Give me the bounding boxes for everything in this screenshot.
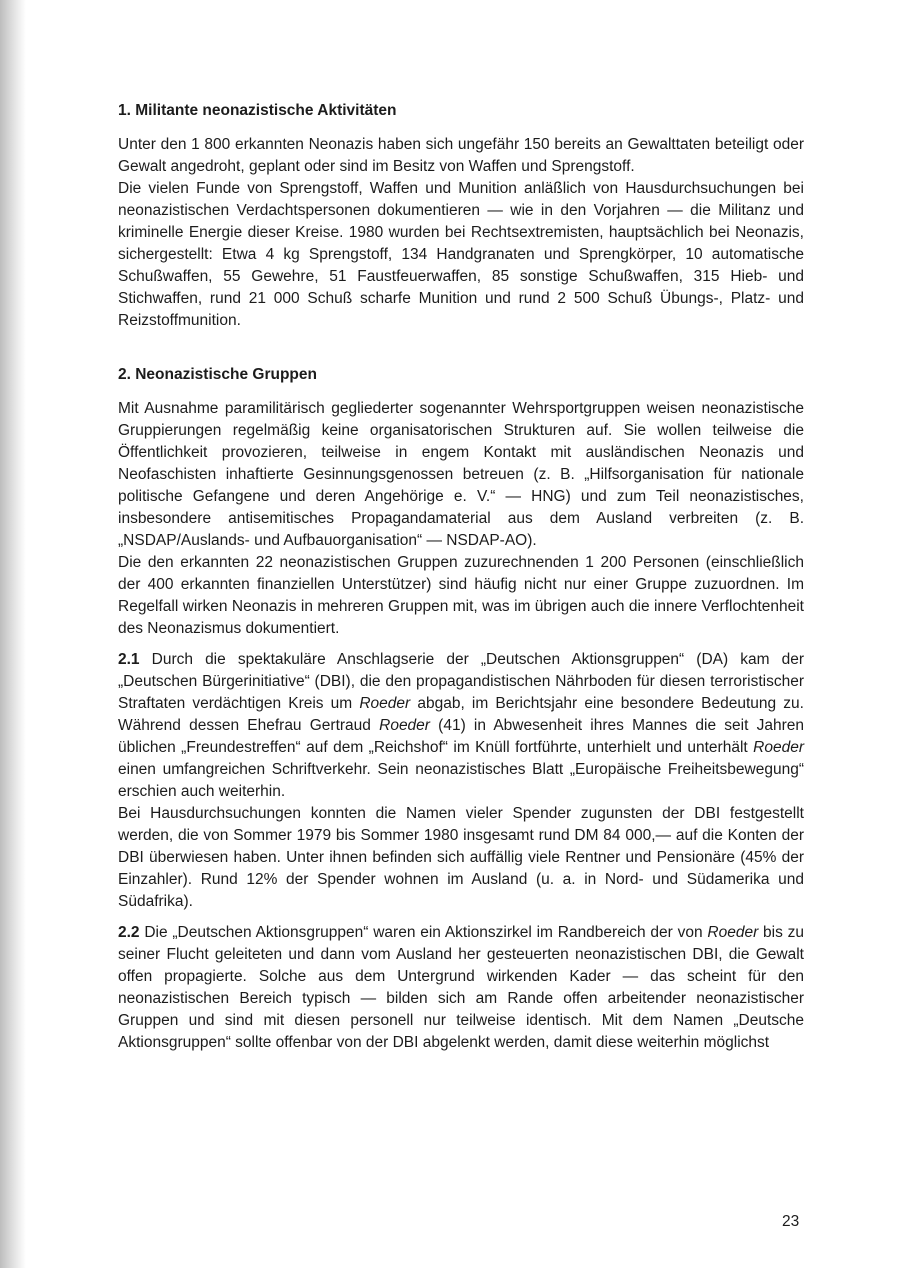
- section-2-1-text-part: einen umfangreichen Schriftverkehr. Sein neonazistisches Blatt „Europäische Freiheitsbewegung“ erschien auch weiterhin.: [118, 761, 804, 800]
- person-name-roeder: Roeder: [359, 695, 411, 712]
- section-2-2-text-part: bis zu seiner Flucht geleiteten und dann vom Ausland her gesteuerten neonazistischen DBI, die Gewalt offen propagierte. Solche aus dem Untergrund wirkenden Kader — das scheint für den neonazistischen Bereich typisch — bilden sich am Rande offen arbeitender neonazistischer Gruppen und sind mit diesen personell nur teilweise identisch. Mit dem Namen „Deutsche Aktionsgruppen“ sollte offenbar von der DBI abgelenkt werden, damit diese weiterhin möglichst: [118, 924, 804, 1051]
- person-name-roeder: Roeder: [707, 924, 759, 941]
- section-1-heading: 1. Militante neonazistische Aktivitäten: [118, 102, 397, 119]
- section-2-paragraph-1: Mit Ausnahme paramilitärisch gegliederter sogenannter Wehrsportgruppen weisen neonazistische Gruppierungen regelmäßig keine organisatorischen Strukturen auf. Sie wollen teilweise die Öffentlichkeit provozieren, teilweise in engem Kontakt mit ausländischen Neonazis und Neofaschisten inhaftierte Gesinnungsgenossen betreuen (z. B. „Hilfsorganisation für nationale politische Gefangene und deren Angehörige e. V.“ — HNG) und zum Teil neonazistisches, insbesondere antisemitisches Propagandamaterial aus dem Ausland verbreiten (z. B. „NSDAP/Auslands- und Aufbauorganisation“ — NSDAP-AO).: [118, 400, 804, 549]
- section-2-2-text-part: Die „Deutschen Aktionsgruppen“ waren ein Aktionszirkel im Randbereich der von: [139, 924, 708, 941]
- section-2-2-paragraph-1: [118, 922, 804, 1054]
- section-2-paragraph-2: Die den erkannten 22 neonazistischen Gruppen zuzurechnenden 1 200 Personen (einschließlich der 400 erkannten finanziellen Unterstützer) sind häufig nicht nur einer Gruppe zuzuordnen. Im Regelfall wirken Neonazis in mehreren Gruppen mit, was im übrigen auch die innere Verflochtenheit des Neonazismus dokumentiert.: [118, 554, 804, 637]
- section-2-heading: 2. Neonazistische Gruppen: [118, 366, 317, 383]
- page-number: 23: [782, 1213, 800, 1230]
- scan-edge-shadow: [0, 0, 26, 1268]
- document-page: [118, 100, 804, 1054]
- section-2-1-text-part: (41) in Abwesenheit ihres Mannes die seit Jahren üblichen „Freundestreffen“ auf dem „Reichshof“ im Knüll fortführte, unterhielt und unterhält: [118, 717, 804, 756]
- section-2-1-text-part: abgab, im Berichtsjahr eine besondere Bedeutung zu. Während dessen Ehefrau Gertraud: [118, 695, 804, 734]
- person-name-roeder: Roeder: [753, 739, 804, 756]
- person-name-roeder: Roeder: [379, 717, 430, 734]
- section-1-paragraph-1: Unter den 1 800 erkannten Neonazis haben sich ungefähr 150 bereits an Gewalttaten beteiligt oder Gewalt angedroht, geplant oder sind im Besitz von Waffen und Sprengstoff.: [118, 136, 804, 175]
- section-2-1-text-part: Durch die spektakuläre Anschlagserie der „Deutschen Aktionsgruppen“ (DA) kam der „Deutschen Bürgerinitiative“ (DBI), die den propagandistischen Nährboden für diesen terroristischer Straftaten verdächtigen Kreis um: [118, 651, 804, 712]
- section-2-1-paragraph-2: Bei Hausdurchsuchungen konnten die Namen vieler Spender zugunsten der DBI festgestellt werden, die von Sommer 1979 bis Sommer 1980 insgesamt rund DM 84 000,— auf die Konten der DBI überwiesen haben. Unter ihnen befinden sich auffällig viele Rentner und Pensionäre (45% der Einzahler). Rund 12% der Spender wohnen im Ausland (u. a. in Nord- und Südamerika und Südafrika).: [118, 805, 804, 910]
- section-2-2-number: 2.2: [118, 924, 140, 941]
- section-1-paragraph-2: Die vielen Funde von Sprengstoff, Waffen und Munition anläßlich von Hausdurchsuchungen bei neonazistischen Verdachtspersonen dokumentieren — wie in den Vorjahren — die Militanz und kriminelle Energie dieser Kreise. 1980 wurden bei Rechtsextremisten, hauptsächlich bei Neonazis, sichergestellt: Etwa 4 kg Sprengstoff, 134 Handgranaten und Sprengkörper, 10 automatische Schußwaffen, 55 Gewehre, 51 Faustfeuerwaffen, 85 sonstige Schußwaffen, 315 Hieb- und Stichwaffen, rund 21 000 Schuß scharfe Munition und rund 2 500 Schuß Übungs-, Platz- und Reizstoffmunition.: [118, 180, 804, 329]
- section-2-1-number: 2.1: [118, 651, 140, 668]
- section-2-1-paragraph-1: [118, 649, 804, 803]
